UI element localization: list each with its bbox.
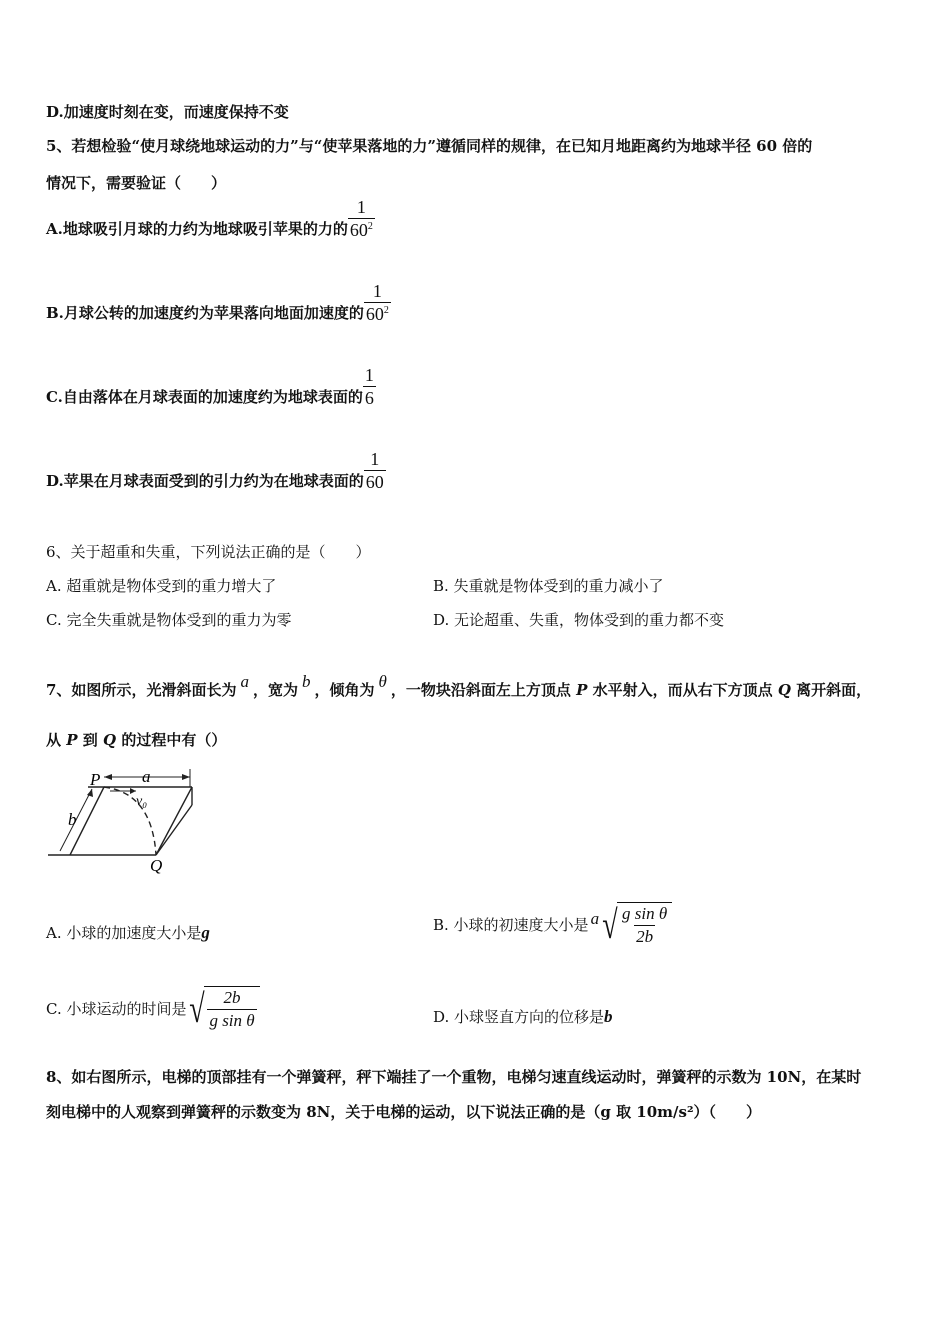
q5-option-b-text: B.月球公转的加速度约为苹果落向地面加速度的 (46, 303, 364, 322)
q5-option-d-text: D.苹果在月球表面受到的引力约为在地球表面的 (46, 471, 364, 490)
q5-option-d-fraction (364, 448, 386, 493)
b-arrow-head (87, 789, 93, 797)
right-edge (156, 787, 192, 855)
trajectory-path (104, 787, 156, 855)
label-p: P (90, 770, 101, 789)
point-p: P (576, 681, 588, 699)
q7-stem-part: 离开斜面， (796, 681, 872, 699)
incline-diagram (44, 765, 214, 890)
q7-stem-part: 7、如图所示，光滑斜面长为 (46, 681, 237, 699)
q4-option-d: D.加速度时刻在变，而速度保持不变 (46, 103, 289, 121)
q7-stem-part: 到 (82, 731, 98, 749)
q5-option-c-fraction (363, 364, 376, 409)
dimension-arrow-right (182, 774, 190, 780)
q5-option-a-text: A.地球吸引月球的力约为地球吸引苹果的力的 (46, 219, 348, 238)
fraction-numerator: 1 (356, 197, 366, 217)
q5-option-b-fraction (364, 280, 391, 325)
sqrt-icon: √ (602, 902, 618, 947)
q7-option-b-sqrt (599, 902, 672, 948)
label-b: b (68, 810, 77, 829)
q7-stem-part: 从 (46, 731, 62, 749)
point-p: P (66, 731, 78, 749)
q7-option-d (433, 1007, 613, 1027)
q5-option-d (46, 449, 386, 503)
dimension-arrow-left (104, 774, 112, 780)
q7-stem-part: ，宽为 (252, 681, 298, 699)
q6-stem: 6、关于超重和失重，下列说法正确的是（ ） (46, 543, 371, 561)
q7-stem-part: 的过程中有（） (121, 731, 227, 749)
denominator-base: 60 (349, 220, 368, 240)
point-q: Q (103, 731, 117, 749)
q7-option-c-sqrt (186, 986, 259, 1032)
q6-option-b: B. 失重就是物体受到的重力减小了 (433, 577, 664, 595)
q7-option-d-text: D. 小球竖直方向的位移是 (433, 1008, 605, 1026)
q7-option-c (46, 984, 260, 1034)
fraction-denominator: g sin θ (209, 1011, 255, 1030)
var-b: b (604, 1007, 613, 1026)
denominator-exponent: 2 (367, 221, 373, 232)
label-v0: v₀ (136, 794, 148, 809)
q5-option-a (46, 197, 375, 251)
label-a: a (142, 767, 151, 786)
q5-option-c-text: C.自由落体在月球表面的加速度约为地球表面的 (46, 387, 363, 406)
q5-option-b (46, 281, 391, 335)
var-theta: θ (378, 672, 387, 691)
q6-option-a: A. 超重就是物体受到的重力增大了 (46, 577, 277, 595)
q7-stem-line2 (46, 730, 226, 750)
q8-stem-line1: 8、如右图所示，电梯的顶部挂有一个弹簧秤，秤下端挂了一个重物，电梯匀速直线运动时，弹簧秤的示数为 10N，在某时 (46, 1068, 862, 1086)
denominator-base: 60 (365, 304, 384, 324)
sqrt-fraction (617, 902, 672, 948)
q7-option-c-text: C. 小球运动的时间是 (46, 1000, 187, 1018)
var-b: b (301, 672, 311, 691)
q7-stem-part: ，一物块沿斜面左上方顶点 (390, 681, 571, 699)
q5-option-a-fraction (348, 196, 375, 241)
q7-option-b (433, 900, 672, 950)
fraction-numerator: 2b (223, 988, 241, 1007)
q7-option-b-text: B. 小球的初速度大小是 (433, 916, 589, 934)
fraction-numerator: 1 (364, 365, 374, 385)
side-face-edge (156, 805, 192, 855)
fraction-numerator: 1 (372, 281, 382, 301)
q7-stem-part: 水平射入，而从右下方顶点 (592, 681, 773, 699)
point-q: Q (777, 681, 791, 699)
sqrt-fraction (204, 986, 259, 1032)
var-a: a (240, 672, 249, 691)
var-g: g (201, 923, 210, 942)
coef-a: a (590, 909, 600, 928)
q6-option-d: D. 无论超重、失重，物体受到的重力都不变 (433, 611, 725, 629)
q8-stem-line2: 刻电梯中的人观察到弹簧秤的示数变为 8N，关于电梯的运动，以下说法正确的是（g 取 10m/s²）（ ） (46, 1103, 762, 1121)
q5-stem-line1: 5、若想检验“使月球绕地球运动的力”与“使苹果落地的力”遵循同样的规律，在已知月地距离约为地球半径 60 倍的 (46, 137, 813, 155)
fraction-denominator: 60 (365, 472, 384, 492)
q7-stem-part: ，倾角为 (314, 681, 375, 699)
fraction-denominator: 2b (636, 927, 654, 946)
q5-option-c (46, 365, 376, 419)
q7-option-a (46, 923, 210, 943)
label-q: Q (150, 856, 163, 875)
sqrt-icon: √ (189, 986, 206, 1031)
fraction-denominator: 6 (364, 388, 374, 408)
q7-stem-line1 (46, 672, 872, 700)
fraction-numerator: g sin θ (622, 904, 668, 923)
fraction-numerator: 1 (370, 449, 380, 469)
q5-stem-line2: 情况下，需要验证（ ） (46, 174, 227, 192)
denominator-exponent: 2 (383, 305, 389, 316)
fraction-denominator (348, 218, 375, 241)
fraction-denominator (364, 302, 391, 325)
q7-option-a-text: A. 小球的加速度大小是 (46, 924, 202, 942)
q6-option-c: C. 完全失重就是物体受到的重力为零 (46, 611, 292, 629)
